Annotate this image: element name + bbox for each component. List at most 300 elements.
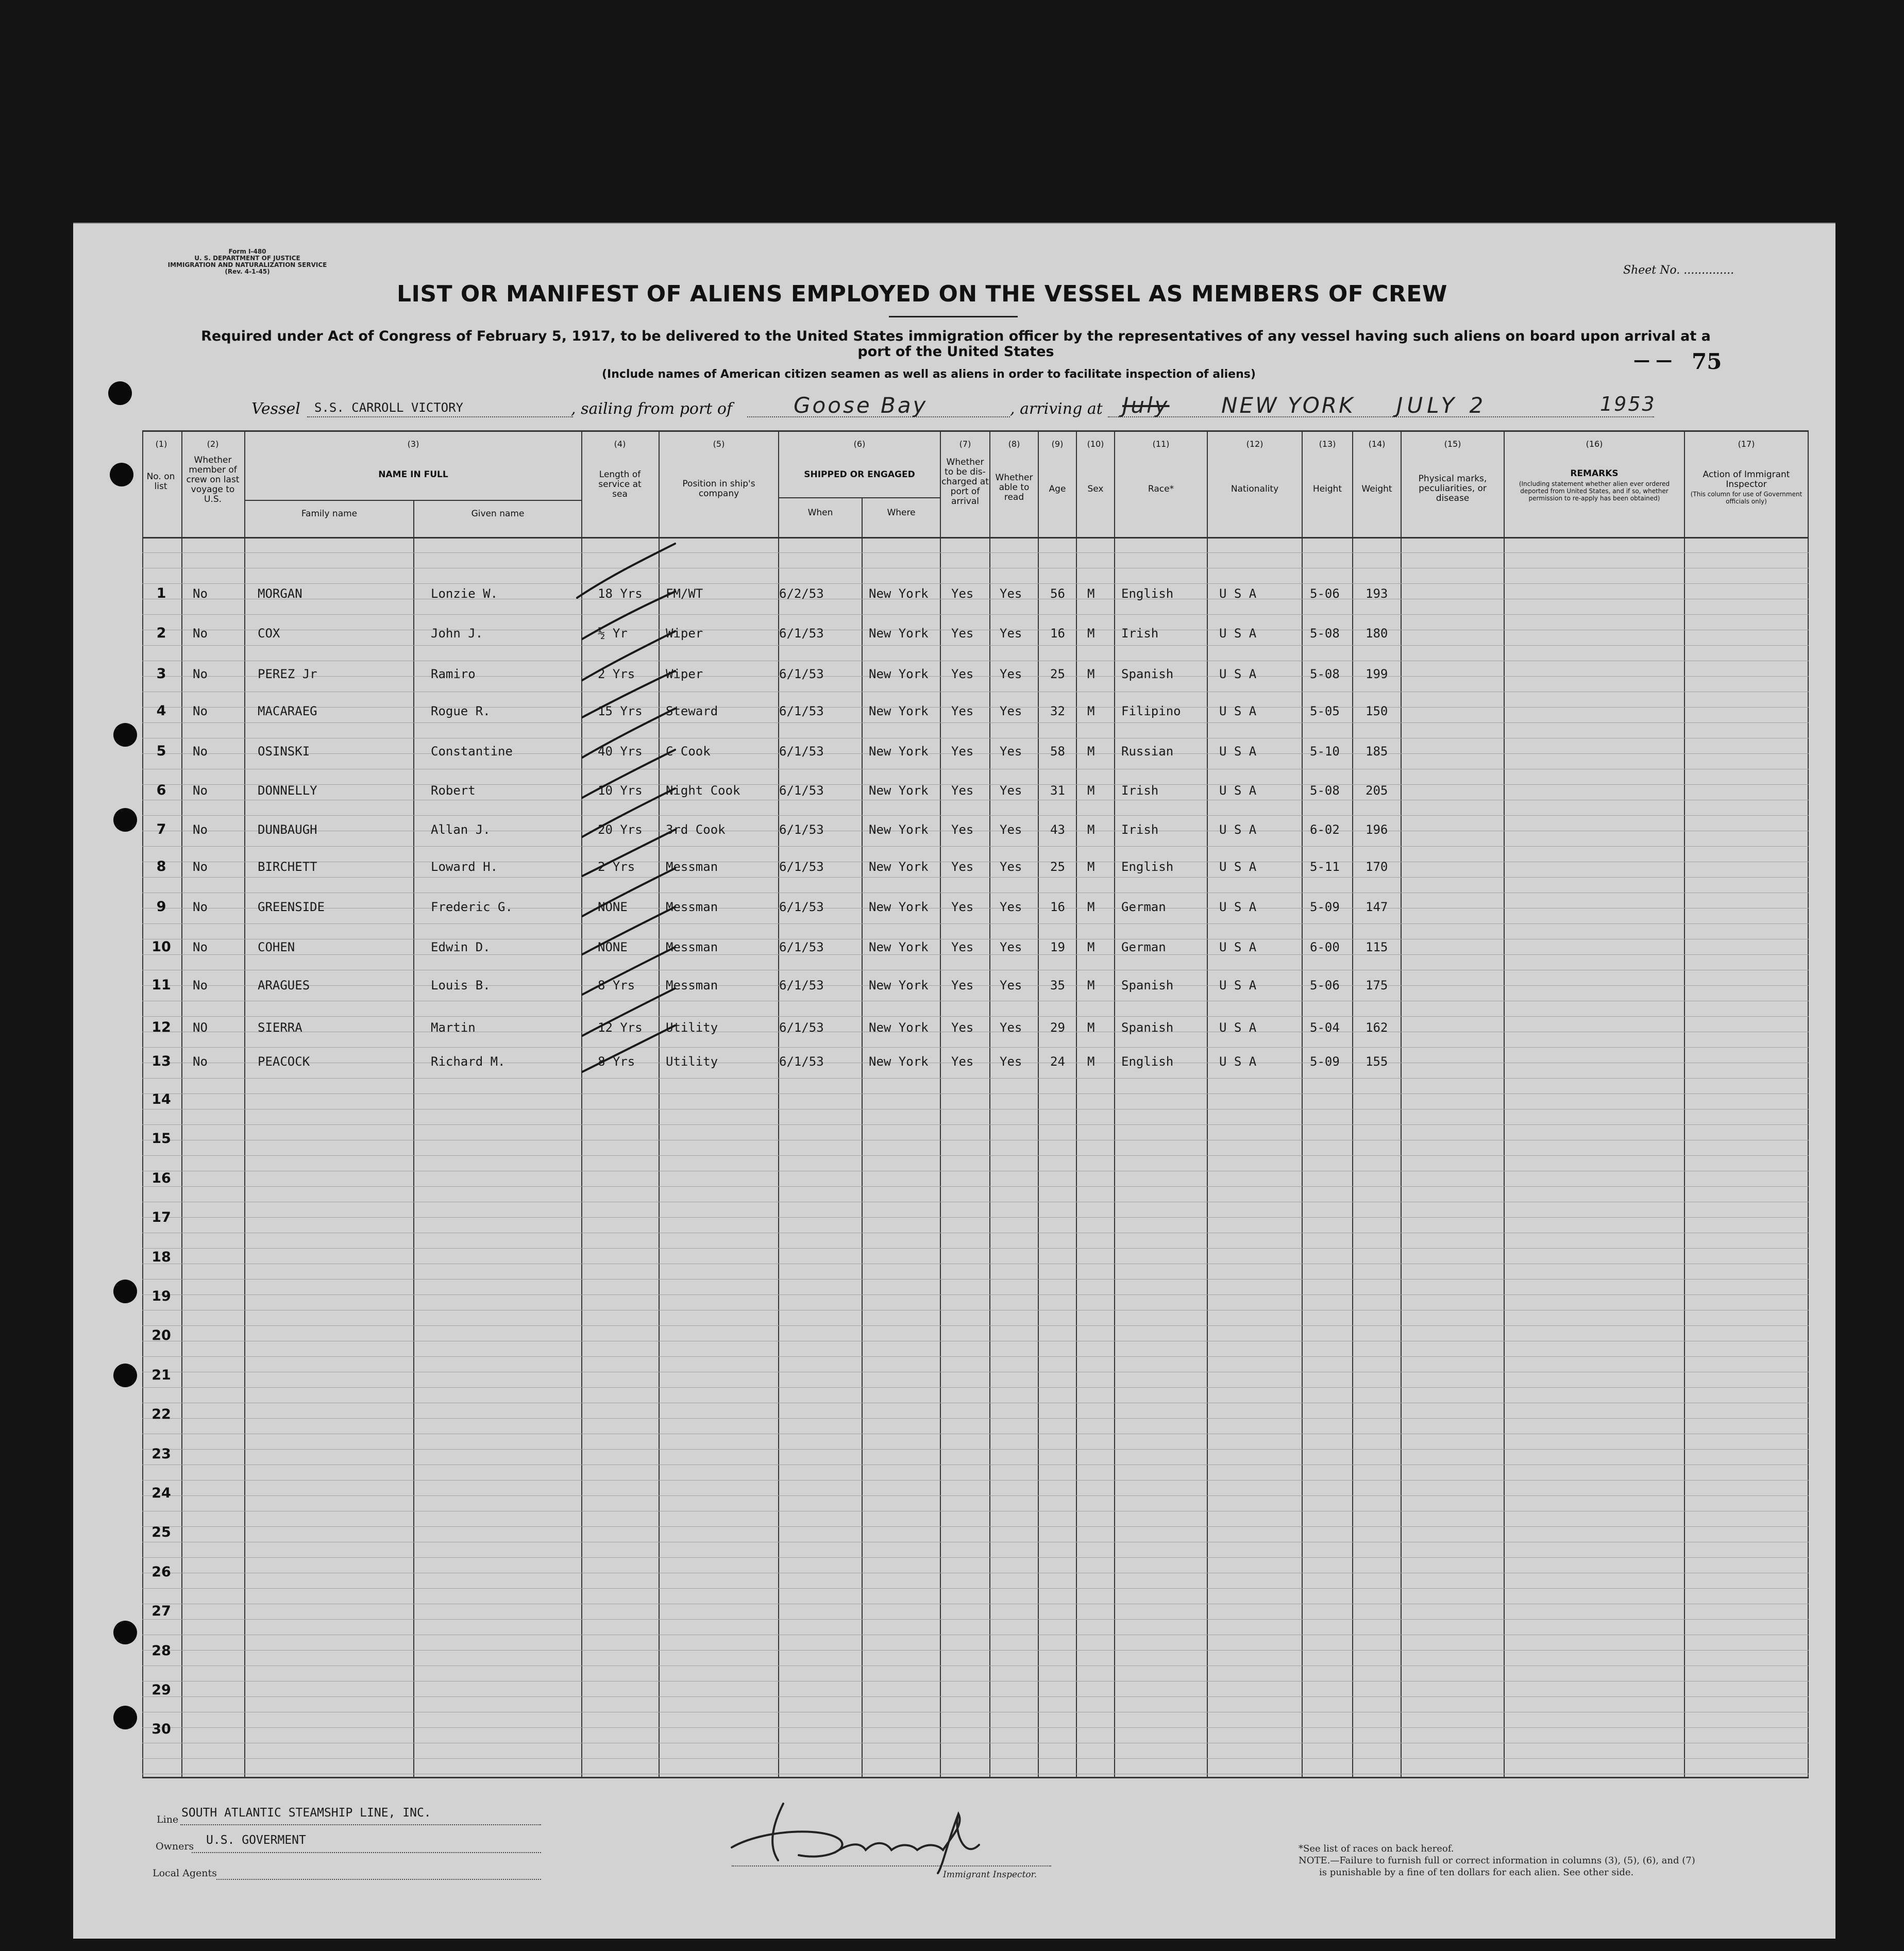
cell-when: 6/1/53 [779, 822, 824, 837]
col3-given-label: Given name [471, 509, 525, 519]
ruled-line [142, 753, 1809, 754]
arriving-label: , arriving at [1010, 400, 1103, 418]
title-rule [889, 316, 1018, 317]
col16-number: (16) [1586, 439, 1603, 449]
row-number: 25 [151, 1524, 171, 1541]
row-number: 6 [156, 782, 166, 798]
cell-prev: No [193, 586, 208, 601]
cell-read: Yes [1000, 940, 1022, 954]
cell-sex: M [1087, 900, 1095, 914]
row-number: 12 [151, 1019, 171, 1035]
row-number: 8 [156, 859, 166, 874]
col3-family-label: Family name [301, 509, 358, 519]
shipped-subheader-rule [779, 497, 940, 498]
cell-position: FM/WT [666, 586, 703, 601]
cell-position: Messman [666, 900, 718, 914]
cell-race: Spanish [1121, 1020, 1174, 1035]
cell-family: MORGAN [258, 586, 302, 601]
cell-nationality: U S A [1219, 1054, 1257, 1069]
cell-when: 6/1/53 [779, 1054, 824, 1069]
inspector-signature [721, 1793, 1010, 1876]
cell-discharged: Yes [951, 704, 974, 718]
col10-number: (10) [1087, 439, 1104, 449]
cell-height: 5-06 [1310, 586, 1340, 601]
cell-service: 2 Yrs [598, 667, 635, 681]
cell-service: 8 Yrs [598, 1054, 635, 1069]
ruled-line [142, 552, 1809, 553]
row-number: 28 [151, 1642, 171, 1659]
arrival-date: JULY 2 [1396, 393, 1488, 418]
row-number: 20 [151, 1327, 171, 1344]
cell-service: 15 Yrs [598, 704, 643, 718]
row-number: 27 [151, 1603, 171, 1620]
column-divider [1504, 430, 1505, 1777]
col13-label: Height [1312, 484, 1342, 494]
cell-prev: No [193, 822, 208, 837]
arrival-year: 1953 [1600, 393, 1656, 415]
cell-where: New York [869, 704, 929, 718]
col15-number: (15) [1444, 439, 1461, 449]
sheet-number-label: Sheet No. .............. [1623, 264, 1734, 277]
ruled-line [142, 908, 1809, 909]
row-number: 19 [151, 1288, 171, 1304]
col6-where-label: Where [887, 508, 916, 518]
cell-age: 19 [1050, 940, 1065, 954]
punch-hole [110, 463, 133, 486]
col17-label: Action of Immigrant Inspector [1703, 469, 1790, 490]
cell-service: NONE [598, 900, 628, 914]
cell-race: Filipino [1121, 704, 1181, 718]
cell-age: 56 [1050, 586, 1065, 601]
row-number: 30 [151, 1721, 171, 1738]
row-number: 2 [156, 625, 166, 641]
ruled-line [142, 1248, 1809, 1249]
cell-sex: M [1087, 744, 1095, 759]
row-number: 22 [151, 1406, 171, 1423]
cell-when: 6/1/53 [779, 1020, 824, 1035]
cell-weight: 185 [1366, 744, 1388, 759]
subtitle [170, 329, 1742, 360]
col14-number: (14) [1368, 439, 1386, 449]
cell-service: 10 Yrs [598, 783, 643, 798]
cell-family: COX [258, 626, 280, 641]
cell-where: New York [869, 783, 929, 798]
cell-age: 29 [1050, 1020, 1065, 1035]
cell-family: ARAGUES [258, 978, 310, 993]
col8-number: (8) [1008, 439, 1020, 449]
col15-label: Physical marks, peculiarities, or disease [1418, 474, 1487, 503]
cell-family: PEREZ Jr [258, 667, 317, 681]
cell-discharged: Yes [951, 1054, 974, 1069]
column-divider [1401, 430, 1402, 1777]
cell-height: 5-08 [1310, 783, 1340, 798]
col13-number: (13) [1319, 439, 1336, 449]
cell-weight: 155 [1366, 1054, 1388, 1069]
sailing-label: , sailing from port of [571, 400, 733, 418]
row-number: 13 [151, 1053, 171, 1069]
cell-height: 6-02 [1310, 822, 1340, 837]
column-divider [1038, 430, 1039, 1777]
col9-number: (9) [1051, 439, 1064, 449]
local-agents-label: Local Agents [153, 1868, 217, 1879]
page-title: LIST OR MANIFEST OF ALIENS EMPLOYED ON THE VESSEL AS MEMBERS OF CREW [397, 281, 1447, 307]
cell-height: 5-11 [1310, 860, 1340, 874]
cell-height: 5-04 [1310, 1020, 1340, 1035]
ruled-line [142, 877, 1809, 878]
column-divider [862, 497, 863, 1777]
row-number: 21 [151, 1367, 171, 1383]
cell-discharged: Yes [951, 860, 974, 874]
ruled-line [142, 1619, 1809, 1620]
cell-position: Messman [666, 860, 718, 874]
ruled-line [142, 1557, 1809, 1558]
cell-given: John J. [431, 626, 483, 641]
cell-prev: No [193, 744, 208, 759]
cell-where: New York [869, 667, 929, 681]
cell-discharged: Yes [951, 978, 974, 993]
table-bottom-border [142, 1777, 1809, 1778]
row-number: 26 [151, 1563, 171, 1580]
row-number: 3 [156, 666, 166, 682]
cell-when: 6/1/53 [779, 667, 824, 681]
cell-read: Yes [1000, 667, 1022, 681]
cell-service: 20 Yrs [598, 822, 643, 837]
cell-nationality: U S A [1219, 586, 1257, 601]
row-number: 9 [156, 899, 166, 915]
cell-prev: NO [193, 1020, 208, 1035]
col12-label: Nationality [1231, 484, 1279, 494]
cell-read: Yes [1000, 860, 1022, 874]
col7-number: (7) [959, 439, 971, 449]
row-number: 10 [151, 939, 171, 955]
col6-number: (6) [853, 439, 866, 449]
ruled-line [142, 846, 1809, 847]
cell-when: 6/1/53 [779, 744, 824, 759]
cell-height: 5-08 [1310, 626, 1340, 641]
cell-read: Yes [1000, 704, 1022, 718]
cell-sex: M [1087, 822, 1095, 837]
from-port-underline [747, 416, 1010, 417]
ruled-line [142, 1047, 1809, 1048]
ruled-line [142, 1758, 1809, 1759]
cell-nationality: U S A [1219, 744, 1257, 759]
cell-when: 6/1/53 [779, 978, 824, 993]
owners-value: U.S. GOVERMENT [206, 1834, 306, 1847]
cell-where: New York [869, 744, 929, 759]
cell-nationality: U S A [1219, 783, 1257, 798]
column-divider [1808, 430, 1809, 1777]
cell-when: 6/1/53 [779, 940, 824, 954]
cell-service: 12 Yrs [598, 1020, 643, 1035]
cell-read: Yes [1000, 900, 1022, 914]
cell-discharged: Yes [951, 1020, 974, 1035]
subtitle-line-1: Required under Act of Congress of February 5, 1917, to be delivered to the United States immigration officer by the representatives of any vessel having such aliens on board upon arrival at a [201, 328, 1711, 344]
cell-given: Constantine [431, 744, 513, 759]
subtitle-note: (Include names of American citizen seamen as well as aliens in order to facilitate inspection of aliens) [602, 368, 1256, 381]
column-divider [1114, 430, 1115, 1777]
cell-when: 6/1/53 [779, 783, 824, 798]
cell-where: New York [869, 626, 929, 641]
punch-hole [113, 1364, 137, 1387]
cell-race: Irish [1121, 822, 1159, 837]
cell-given: Loward H. [431, 860, 498, 874]
cell-where: New York [869, 1054, 929, 1069]
cell-family: SIERRA [258, 1020, 302, 1035]
cell-discharged: Yes [951, 626, 974, 641]
form-number: Form I-480 [228, 248, 266, 255]
cell-family: DUNBAUGH [258, 822, 317, 837]
cell-height: 5-09 [1310, 900, 1340, 914]
ruled-line [142, 1696, 1809, 1697]
owners-underline [192, 1852, 541, 1853]
punch-hole [113, 1706, 137, 1729]
cell-where: New York [869, 1020, 929, 1035]
punch-hole [113, 808, 137, 832]
cell-service: ½ Yr [598, 626, 628, 641]
col17-number: (17) [1738, 439, 1755, 449]
cell-nationality: U S A [1219, 667, 1257, 681]
page-dash: — — [1633, 350, 1673, 370]
punch-hole [113, 723, 137, 747]
cell-family: MACARAEG [258, 704, 317, 718]
col1-label: No. on list [146, 472, 175, 492]
cell-weight: 170 [1366, 860, 1388, 874]
cell-where: New York [869, 822, 929, 837]
cell-given: Louis B. [431, 978, 491, 993]
cell-weight: 180 [1366, 626, 1388, 641]
ruled-line [142, 1186, 1809, 1187]
cell-read: Yes [1000, 586, 1022, 601]
col11-number: (11) [1152, 439, 1170, 449]
cell-position: Utility [666, 1020, 718, 1035]
ruled-line [142, 722, 1809, 723]
ruled-line [142, 614, 1809, 615]
vessel-underline [307, 416, 573, 417]
ruled-line [142, 1124, 1809, 1125]
column-divider [244, 430, 245, 1777]
cell-family: OSINSKI [258, 744, 310, 759]
col12-number: (12) [1246, 439, 1263, 449]
cell-height: 5-05 [1310, 704, 1340, 718]
column-divider [1302, 430, 1303, 1777]
form-rev: (Rev. 4-1-45) [225, 268, 270, 275]
column-divider [1352, 430, 1353, 1777]
cell-when: 6/1/53 [779, 626, 824, 641]
cell-prev: No [193, 940, 208, 954]
ruled-line [142, 1588, 1809, 1589]
arriving-port: NEW YORK [1221, 393, 1355, 418]
cell-given: Robert [431, 783, 476, 798]
col16-label: REMARKS [1570, 468, 1619, 479]
cell-given: Frederic G. [431, 900, 513, 914]
cell-family: DONNELLY [258, 783, 317, 798]
cell-given: Allan J. [431, 822, 491, 837]
races-note: *See list of races on back hereof. [1299, 1843, 1454, 1854]
cell-family: GREENSIDE [258, 900, 325, 914]
cell-sex: M [1087, 978, 1095, 993]
ruled-line [142, 1495, 1809, 1496]
cell-age: 35 [1050, 978, 1065, 993]
cell-nationality: U S A [1219, 1020, 1257, 1035]
cell-prev: No [193, 860, 208, 874]
cell-when: 6/1/53 [779, 704, 824, 718]
cell-discharged: Yes [951, 822, 974, 837]
cell-height: 5-06 [1310, 978, 1340, 993]
inspector-underline [732, 1865, 1051, 1866]
cell-height: 5-09 [1310, 1054, 1340, 1069]
column-divider [989, 430, 990, 1777]
row-number: 11 [151, 977, 171, 993]
form-dept: U. S. DEPARTMENT OF JUSTICE [194, 255, 300, 262]
col6-when-label: When [807, 508, 833, 518]
cell-sex: M [1087, 860, 1095, 874]
col9-label: Age [1049, 484, 1066, 494]
table-top-border [142, 430, 1809, 432]
cell-prev: No [193, 1054, 208, 1069]
subtitle-line-2: port of the United States [857, 344, 1054, 360]
cell-position: Messman [666, 940, 718, 954]
col11-label: Race* [1148, 484, 1174, 494]
cell-given: Rogue R. [431, 704, 491, 718]
cell-given: Ramiro [431, 667, 476, 681]
cell-weight: 205 [1366, 783, 1388, 798]
cell-sex: M [1087, 940, 1095, 954]
cell-age: 16 [1050, 900, 1065, 914]
ruled-line [142, 923, 1809, 924]
cell-race: Irish [1121, 626, 1159, 641]
row-number: 4 [156, 703, 166, 719]
cell-read: Yes [1000, 626, 1022, 641]
cell-age: 24 [1050, 1054, 1065, 1069]
ruled-line [142, 1325, 1809, 1326]
ruled-line [142, 1155, 1809, 1156]
col7-label: Whether to be dis-charged at port of arrival [941, 457, 989, 507]
cell-read: Yes [1000, 1054, 1022, 1069]
ruled-line [142, 583, 1809, 584]
ruled-line [142, 784, 1809, 785]
ruled-line [142, 676, 1809, 677]
cell-given: Martin [431, 1020, 476, 1035]
col10-label: Sex [1087, 484, 1104, 494]
ruled-line [142, 1526, 1809, 1527]
col5-label: Position in ship's company [682, 479, 755, 499]
cell-height: 5-10 [1310, 744, 1340, 759]
arriving-struck: July [1122, 393, 1170, 418]
column-divider [1684, 430, 1685, 1777]
line-underline [180, 1824, 541, 1825]
cell-age: 43 [1050, 822, 1065, 837]
cell-race: German [1121, 940, 1166, 954]
punch-hole [108, 381, 132, 405]
col17-note: (This column for use of Government officials only) [1690, 491, 1802, 505]
cell-read: Yes [1000, 783, 1022, 798]
cell-prev: No [193, 626, 208, 641]
cell-weight: 147 [1366, 900, 1388, 914]
col2-label: Whether member of crew on last voyage to U.S. [186, 455, 240, 504]
cell-age: 31 [1050, 783, 1065, 798]
cell-service: 18 Yrs [598, 586, 643, 601]
row-number: 14 [151, 1091, 171, 1107]
row-number: 15 [151, 1131, 171, 1147]
cell-prev: No [193, 704, 208, 718]
ruled-line [142, 1279, 1809, 1280]
ruled-line [142, 1418, 1809, 1419]
ruled-line [142, 645, 1809, 646]
header-bottom-border [142, 537, 1809, 539]
ruled-line [142, 1480, 1809, 1481]
cell-age: 25 [1050, 667, 1065, 681]
cell-sex: M [1087, 626, 1095, 641]
ruled-line [142, 1356, 1809, 1357]
form-service: IMMIGRATION AND NATURALIZATION SERVICE [167, 261, 327, 268]
cell-position: 3rd Cook [666, 822, 726, 837]
cell-service: 40 Yrs [598, 744, 643, 759]
ruled-line [142, 1078, 1809, 1079]
cell-position: Night Cook [666, 783, 740, 798]
cell-position: Utility [666, 1054, 718, 1069]
row-number: 5 [156, 743, 166, 759]
cell-given: Edwin D. [431, 940, 491, 954]
cell-weight: 193 [1366, 586, 1388, 601]
vessel-name: S.S. CARROLL VICTORY [314, 400, 463, 415]
col3-number: (3) [407, 439, 419, 449]
line-value: SOUTH ATLANTIC STEAMSHIP LINE, INC. [181, 1806, 431, 1820]
cell-nationality: U S A [1219, 940, 1257, 954]
cell-discharged: Yes [951, 586, 974, 601]
row-number: 18 [151, 1249, 171, 1265]
cell-race: Spanish [1121, 667, 1174, 681]
cell-read: Yes [1000, 744, 1022, 759]
line-label: Line [157, 1814, 179, 1825]
cell-sex: M [1087, 1054, 1095, 1069]
cell-weight: 196 [1366, 822, 1388, 837]
cell-age: 16 [1050, 626, 1065, 641]
cell-family: BIRCHETT [258, 860, 317, 874]
row-number: 29 [151, 1682, 171, 1698]
cell-nationality: U S A [1219, 704, 1257, 718]
row-number: 7 [156, 821, 166, 837]
cell-service: 2 Yrs [598, 860, 635, 874]
cell-nationality: U S A [1219, 900, 1257, 914]
row-number: 17 [151, 1209, 171, 1226]
column-divider [181, 430, 182, 1777]
cell-given: Richard M. [431, 1054, 506, 1069]
ruled-line [142, 1449, 1809, 1450]
ruled-line [142, 1294, 1809, 1295]
col8-label: Whether able to read [995, 473, 1033, 502]
cell-discharged: Yes [951, 900, 974, 914]
punch-hole [113, 1280, 137, 1303]
cell-where: New York [869, 586, 929, 601]
cell-when: 6/2/53 [779, 586, 824, 601]
cell-race: English [1121, 860, 1174, 874]
cell-sex: M [1087, 783, 1095, 798]
col5-number: (5) [713, 439, 725, 449]
inspector-label: Immigrant Inspector. [943, 1870, 1037, 1880]
row-number: 23 [151, 1445, 171, 1462]
ruled-line [142, 1727, 1809, 1728]
cell-prev: No [193, 783, 208, 798]
cell-read: Yes [1000, 1020, 1022, 1035]
cell-age: 25 [1050, 860, 1065, 874]
cell-sex: M [1087, 704, 1095, 718]
col2-number: (2) [207, 439, 219, 449]
cell-where: New York [869, 978, 929, 993]
cell-where: New York [869, 900, 929, 914]
cell-age: 32 [1050, 704, 1065, 718]
col4-number: (4) [614, 439, 626, 449]
cell-nationality: U S A [1219, 860, 1257, 874]
